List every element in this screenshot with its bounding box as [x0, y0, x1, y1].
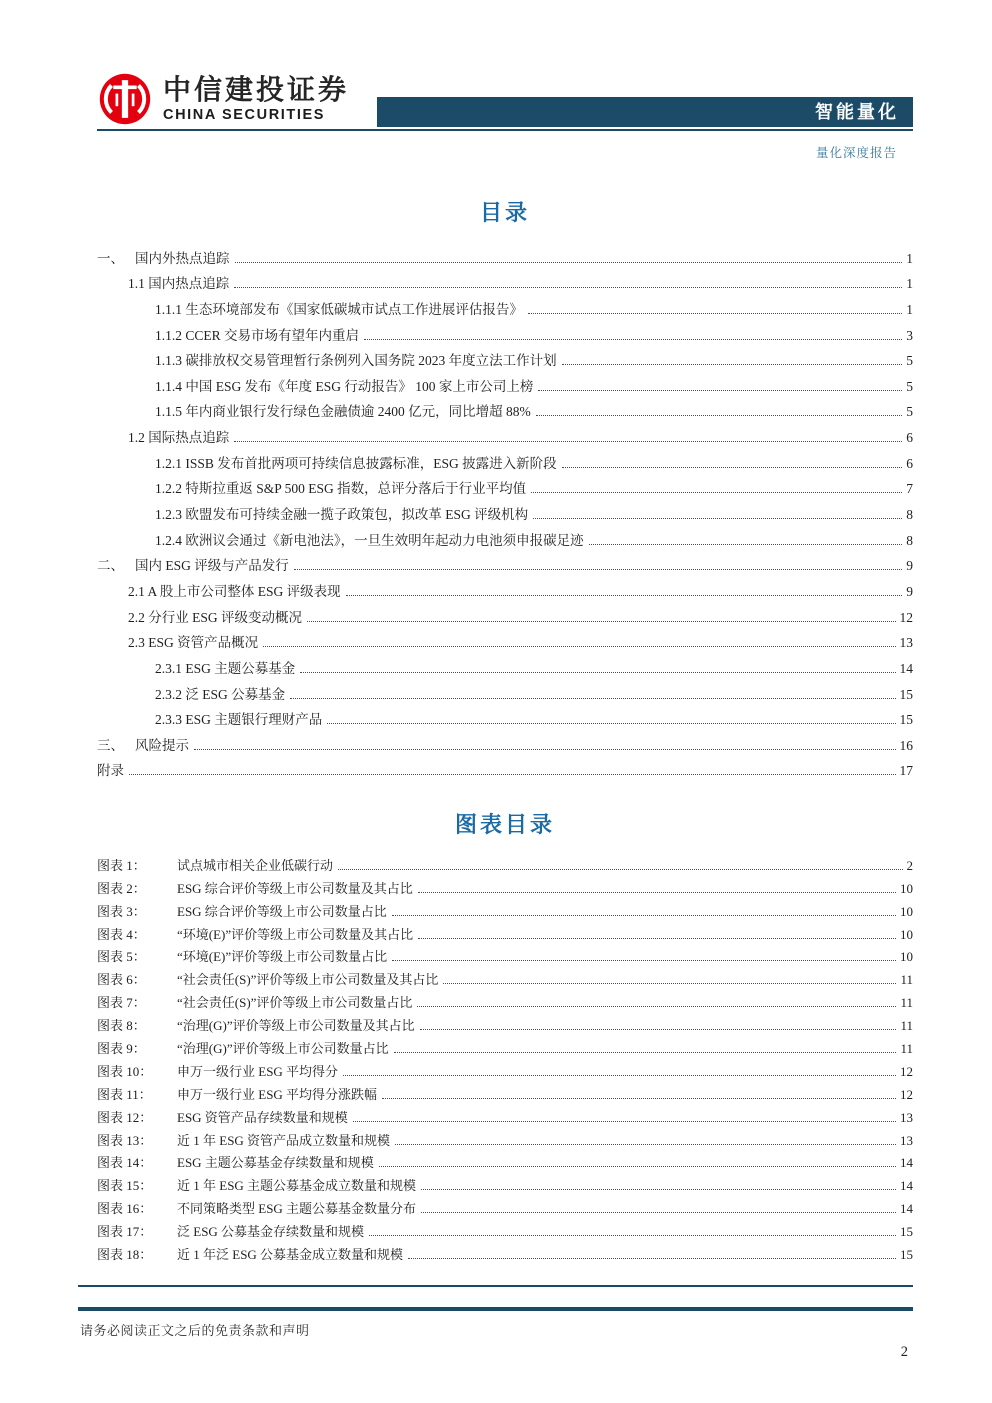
- figure-entry-text: ESG 资管产品存续数量和规模: [177, 1109, 348, 1125]
- figure-entry-label: 图表 17：: [97, 1224, 153, 1240]
- figure-entry[interactable]: [97, 851, 913, 874]
- figure-entry[interactable]: [97, 1171, 913, 1194]
- footer-disclaimer: 请务必阅读正文之后的免责条款和声明: [80, 1323, 310, 1338]
- figure-entry[interactable]: [97, 1103, 913, 1126]
- toc-entry-page: 7: [906, 481, 913, 497]
- toc-title: 目录: [479, 200, 530, 225]
- figure-entry[interactable]: [97, 897, 913, 920]
- toc-entry-page: 9: [906, 583, 913, 599]
- dotted-leader: [392, 960, 896, 961]
- figure-entry-label: 图表 14：: [97, 1155, 153, 1171]
- dotted-leader: [417, 1006, 896, 1007]
- figure-entry-text: “治理(G)”评价等级上市公司数量及其占比: [177, 1018, 415, 1034]
- dotted-leader: [290, 698, 895, 699]
- toc-entry-page: 17: [899, 763, 913, 779]
- dotted-leader: [562, 364, 903, 365]
- toc-entry[interactable]: [97, 344, 913, 370]
- toc-entry-page: 5: [906, 353, 913, 369]
- figure-entry[interactable]: [97, 1057, 913, 1080]
- toc-entry-text: 2.3.2 泛 ESG 公募基金: [155, 686, 286, 702]
- toc-entry-text: 1.1 国内热点追踪: [128, 276, 230, 292]
- figure-entry-text: ESG 主题公募基金存续数量和规模: [177, 1155, 374, 1171]
- dotted-leader: [338, 869, 902, 870]
- dotted-leader: [418, 892, 896, 893]
- figure-entry[interactable]: [97, 1080, 913, 1103]
- toc-entry-text: 1.1.3 碳排放权交易管理暂行条例列入国务院 2023 年度立法工作计划: [155, 353, 557, 369]
- dotted-leader: [234, 287, 902, 288]
- dotted-leader: [408, 1258, 896, 1259]
- figure-entry-page: 2: [906, 857, 913, 873]
- toc-entry-page: 5: [906, 404, 913, 420]
- toc-entry[interactable]: [97, 497, 913, 523]
- figure-entry-page: 15: [900, 1224, 913, 1240]
- figure-entry-page: 14: [900, 1201, 913, 1217]
- toc-entry[interactable]: [97, 241, 913, 267]
- figure-entry-text: “环境(E)”评价等级上市公司数量占比: [177, 949, 388, 965]
- toc-entry[interactable]: [97, 395, 913, 421]
- figure-entry-page: 11: [900, 1018, 913, 1034]
- figure-entry-label: 图表 13：: [97, 1132, 153, 1148]
- toc-entry[interactable]: [97, 728, 913, 754]
- figure-entry-page: 10: [900, 903, 913, 919]
- toc-entry-text: 1.1.2 CCER 交易市场有望年内重启: [155, 327, 360, 343]
- figure-entry-page: 14: [900, 1178, 913, 1194]
- dotted-leader: [538, 390, 902, 391]
- dotted-leader: [129, 774, 896, 775]
- dotted-leader: [263, 646, 895, 647]
- dotted-leader: [307, 621, 895, 622]
- dotted-leader: [294, 569, 902, 570]
- toc-entry-text: 国内外热点追踪: [135, 250, 230, 266]
- figure-entry[interactable]: [97, 1011, 913, 1034]
- figure-entry[interactable]: [97, 1240, 913, 1263]
- toc-entry[interactable]: [97, 626, 913, 652]
- dotted-leader: [395, 1144, 896, 1145]
- dotted-leader: [382, 1098, 896, 1099]
- dotted-leader: [353, 1121, 896, 1122]
- dotted-leader: [443, 983, 896, 984]
- dotted-leader: [394, 1052, 897, 1053]
- figure-entry-label: 图表 15：: [97, 1178, 153, 1194]
- figure-entry-page: 14: [900, 1155, 913, 1171]
- toc-entry-text: 国内 ESG 评级与产品发行: [135, 558, 289, 574]
- toc-entry[interactable]: [97, 446, 913, 472]
- dotted-leader: [589, 544, 903, 545]
- figure-list: [97, 851, 913, 1263]
- dotted-leader: [346, 595, 903, 596]
- figure-entry-text: 申万一级行业 ESG 平均得分涨跌幅: [177, 1086, 378, 1102]
- dotted-leader: [379, 1166, 896, 1167]
- figure-entry-page: 11: [900, 972, 913, 988]
- toc-entry-text: 1.2.2 特斯拉重返 S&P 500 ESG 指数，总评分落后于行业平均值: [155, 481, 527, 497]
- toc-entry[interactable]: [97, 549, 913, 575]
- dotted-leader: [235, 262, 903, 263]
- toc-entry-page: 16: [899, 737, 913, 753]
- toc-entry[interactable]: [97, 651, 913, 677]
- dotted-leader: [531, 492, 902, 493]
- toc-entry[interactable]: [97, 600, 913, 626]
- dotted-leader: [327, 723, 895, 724]
- citic-logo-icon: [98, 72, 152, 126]
- toc-list: [97, 241, 913, 779]
- figure-entry-page: 11: [900, 995, 913, 1011]
- toc-entry-text: 2.3.1 ESG 主题公募基金: [155, 660, 296, 676]
- figure-entry-text: 近 1 年 ESG 资管产品成立数量和规模: [177, 1132, 391, 1148]
- company-name-block: [163, 75, 349, 123]
- dotted-leader: [369, 1235, 896, 1236]
- dotted-leader: [194, 749, 896, 750]
- dotted-leader: [420, 1029, 897, 1030]
- toc-entry[interactable]: [97, 369, 913, 395]
- toc-entry-page: 1: [906, 301, 913, 317]
- figure-entry-label: 图表 4：: [97, 926, 146, 942]
- toc-entry-page: 8: [906, 532, 913, 548]
- figure-entry-label: 图表 10：: [97, 1063, 153, 1079]
- toc-entry-text: 风险提示: [135, 737, 189, 753]
- figure-entry-text: 不同策略类型 ESG 主题公募基金数量分布: [177, 1201, 417, 1217]
- figure-entry-page: 11: [900, 1041, 913, 1057]
- figure-entry-text: 近 1 年 ESG 主题公募基金成立数量和规模: [177, 1178, 417, 1194]
- toc-entry[interactable]: [97, 318, 913, 344]
- figure-entry[interactable]: [97, 1194, 913, 1217]
- dotted-leader: [536, 415, 903, 416]
- toc-entry-page: 14: [899, 660, 913, 676]
- figure-entry[interactable]: [97, 874, 913, 897]
- figure-entry[interactable]: [97, 1149, 913, 1172]
- figure-entry[interactable]: [97, 988, 913, 1011]
- toc-entry-text: 1.1.4 中国 ESG 发布《年度 ESG 行动报告》 100 家上市公司上榜: [155, 378, 534, 394]
- toc-entry-number: 三、: [97, 737, 124, 753]
- figure-entry-text: “治理(G)”评价等级上市公司数量占比: [177, 1041, 389, 1057]
- header-divider: [97, 129, 913, 131]
- dotted-leader: [562, 467, 903, 468]
- toc-entry[interactable]: [97, 574, 913, 600]
- company-name-cn: 中信建投证券: [163, 74, 350, 106]
- dotted-leader: [533, 518, 902, 519]
- dotted-leader: [421, 1212, 896, 1213]
- toc-entry-page: 15: [899, 686, 913, 702]
- report-type-label: 量化深度报告: [815, 146, 897, 160]
- figure-entry-page: 12: [900, 1063, 913, 1079]
- figure-entry-page: 13: [900, 1109, 913, 1125]
- toc-entry-number: 一、: [97, 250, 124, 266]
- figure-entry-label: 图表 3：: [97, 903, 146, 919]
- figure-entry-text: 泛 ESG 公募基金存续数量和规模: [177, 1224, 365, 1240]
- toc-entry-text: 2.3.3 ESG 主题银行理财产品: [155, 712, 323, 728]
- toc-entry-text: 1.1.5 年内商业银行发行绿色金融债逾 2400 亿元，同比增超 88%: [155, 404, 531, 420]
- toc-entry[interactable]: [97, 523, 913, 549]
- company-name-en: CHINA SECURITIES: [163, 106, 326, 123]
- figure-entry-page: 10: [900, 926, 913, 942]
- report-category-badge: 智能量化: [377, 97, 913, 127]
- toc-entry[interactable]: [97, 267, 913, 293]
- figure-entry-label: 图表 1：: [97, 857, 146, 873]
- dotted-leader: [418, 938, 896, 939]
- toc-entry[interactable]: [97, 472, 913, 498]
- company-logo: [98, 72, 349, 126]
- toc-entry-text: 1.2.4 欧洲议会通过《新电池法》，一旦生效明年起动力电池须申报碳足迹: [155, 532, 584, 548]
- dotted-leader: [392, 915, 896, 916]
- toc-entry-page: 3: [906, 327, 913, 343]
- toc-entry-page: 1: [906, 250, 913, 266]
- figure-entry-label: 图表 16：: [97, 1201, 153, 1217]
- dotted-leader: [364, 339, 902, 340]
- toc-entry-number: 二、: [97, 558, 124, 574]
- dotted-leader: [300, 672, 895, 673]
- footer-divider-thick: [78, 1307, 913, 1311]
- figure-entry-page: 10: [900, 880, 913, 896]
- toc-section: [97, 196, 913, 779]
- toc-entry-page: 1: [906, 276, 913, 292]
- toc-entry-page: 15: [899, 712, 913, 728]
- figure-entry-page: 12: [900, 1086, 913, 1102]
- toc-entry-text: 1.1.1 生态环境部发布《国家低碳城市试点工作进展评估报告》: [155, 301, 523, 317]
- figure-entry-label: 图表 12：: [97, 1109, 153, 1125]
- figure-entry-label: 图表 18：: [97, 1247, 153, 1263]
- toc-entry-text: 2.2 分行业 ESG 评级变动概况: [128, 609, 303, 625]
- dotted-leader: [421, 1189, 896, 1190]
- page-number: 2: [900, 1344, 908, 1360]
- figure-entry-text: “环境(E)”评价等级上市公司数量及其占比: [177, 926, 414, 942]
- figure-entry-page: 13: [900, 1132, 913, 1148]
- figure-entry-label: 图表 5：: [97, 949, 146, 965]
- dotted-leader: [234, 441, 902, 442]
- toc-entry-text: 2.1 A 股上市公司整体 ESG 评级表现: [128, 583, 341, 599]
- figure-entry-text: “社会责任(S)”评价等级上市公司数量及其占比: [177, 972, 439, 988]
- toc-entry[interactable]: [97, 703, 913, 729]
- figure-entry[interactable]: [97, 965, 913, 988]
- toc-entry-text: 1.2.1 ISSB 发布首批两项可持续信息披露标准，ESG 披露进入新阶段: [155, 455, 557, 471]
- toc-entry-text: 1.2 国际热点追踪: [128, 430, 230, 446]
- figure-entry[interactable]: [97, 943, 913, 966]
- toc-entry[interactable]: [97, 677, 913, 703]
- toc-entry-page: 6: [906, 430, 913, 446]
- figures-title: 图表目录: [454, 812, 555, 837]
- figure-entry-label: 图表 8：: [97, 1018, 146, 1034]
- figure-entry-text: 近 1 年泛 ESG 公募基金成立数量和规模: [177, 1247, 404, 1263]
- dotted-leader: [343, 1075, 896, 1076]
- figure-entry[interactable]: [97, 1034, 913, 1057]
- figure-entry-label: 图表 2：: [97, 880, 146, 896]
- figure-entry-label: 图表 6：: [97, 972, 146, 988]
- toc-entry-page: 5: [906, 378, 913, 394]
- figure-entry[interactable]: [97, 920, 913, 943]
- toc-entry[interactable]: [97, 292, 913, 318]
- toc-entry-page: 6: [906, 455, 913, 471]
- figure-entry-page: 10: [900, 949, 913, 965]
- toc-entry-text: 1.2.3 欧盟发布可持续金融一揽子政策包，拟改革 ESG 评级机构: [155, 507, 529, 523]
- figure-entry-label: 图表 7：: [97, 995, 146, 1011]
- figure-entry-text: ESG 综合评价等级上市公司数量及其占比: [177, 880, 413, 896]
- toc-entry-text: 附录: [97, 763, 124, 779]
- toc-entry[interactable]: [97, 420, 913, 446]
- toc-entry-page: 8: [906, 507, 913, 523]
- figure-entry[interactable]: [97, 1126, 913, 1149]
- figure-entry-label: 图表 11：: [97, 1086, 152, 1102]
- toc-entry-page: 12: [899, 609, 913, 625]
- toc-entry[interactable]: [97, 754, 913, 780]
- figure-entry-text: 申万一级行业 ESG 平均得分: [177, 1063, 339, 1079]
- toc-entry-page: 9: [906, 558, 913, 574]
- figures-section: [97, 808, 913, 1263]
- dotted-leader: [528, 313, 902, 314]
- figure-entry-page: 15: [900, 1247, 913, 1263]
- toc-entry-page: 13: [899, 635, 913, 651]
- figure-entry-text: “社会责任(S)”评价等级上市公司数量占比: [177, 995, 413, 1011]
- figure-entry[interactable]: [97, 1217, 913, 1240]
- figure-entry-label: 图表 9：: [97, 1041, 146, 1057]
- figure-entry-text: ESG 综合评价等级上市公司数量占比: [177, 903, 387, 919]
- footer-divider-thin: [78, 1285, 913, 1287]
- toc-entry-text: 2.3 ESG 资管产品概况: [128, 635, 259, 651]
- figure-entry-text: 试点城市相关企业低碳行动: [177, 857, 334, 873]
